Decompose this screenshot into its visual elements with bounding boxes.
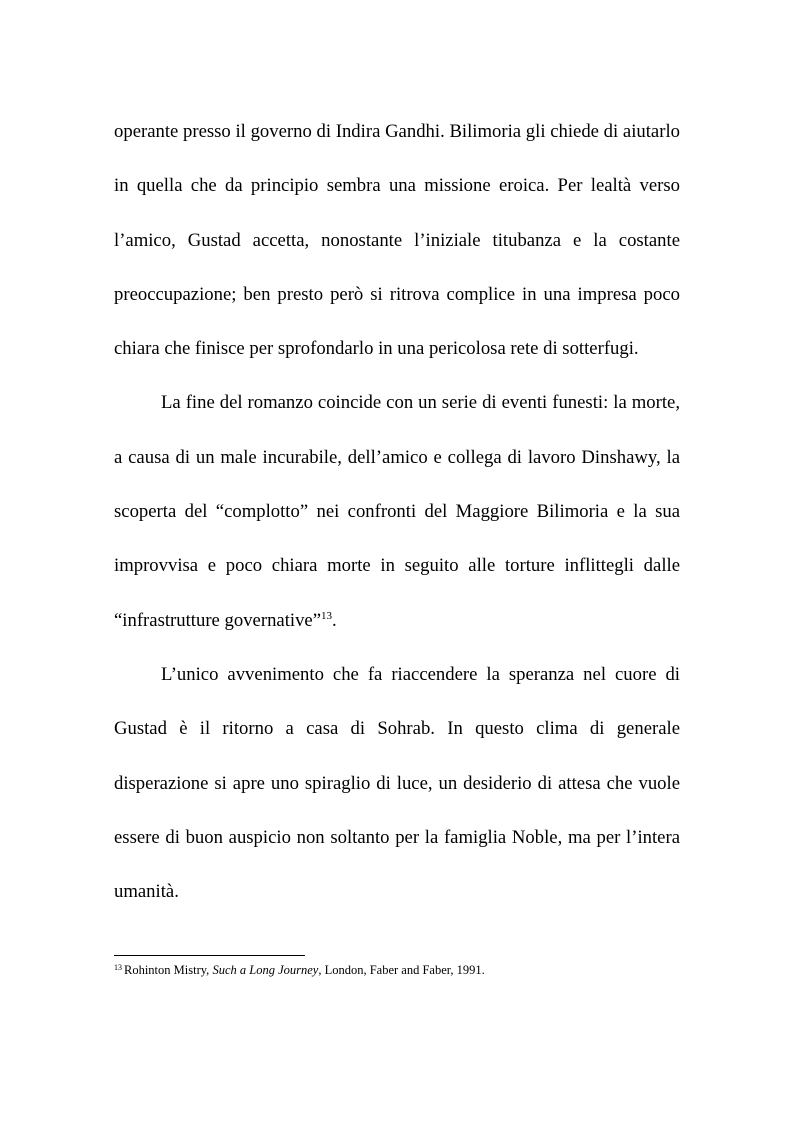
footnote xyxy=(114,961,680,979)
body-text xyxy=(114,105,680,919)
paragraph-hope: L’unico avvenimento che fa riaccendere la speranza nel cuore di Gustad è il ritorno a casa di Sohrab. In questo clima di generale disperazione si apre uno spiraglio di luce, un desiderio di attesa che vuole essere di buon auspicio non soltanto per la famiglia Noble, ma per l’intera umanità. xyxy=(114,663,680,903)
footnote-details: , London, Faber and Faber, 1991. xyxy=(318,963,485,977)
paragraph-continuation: operante presso il governo di Indira Gandhi. Bilimoria gli chiede di aiutarlo in quella che da principio sembra una missione eroica. Per lealtà verso l’amico, Gustad accetta, nonostante l’iniziale titubanza e la costante preoccupazione; ben presto però si ritrova complice in una impresa poco chiara che finisce per sprofondarlo in una pericolosa rete di sotterfugi. xyxy=(114,121,680,360)
footnote-title: Such a Long Journey xyxy=(212,963,319,977)
footnote-separator xyxy=(114,955,305,956)
footnote-reference: 13 xyxy=(321,609,333,622)
paragraph-novel-ending-text: La fine del romanzo coincide con un serie di eventi funesti: la morte, a causa di un male incurabile, dell’amico e collega di lavoro Dinshawy, la scoperta del “complotto” nei confronti del Maggiore Bilimoria e la sua improvvisa e poco chiara morte in seguito alle torture inflittegli dalle “infrastrutture governative” xyxy=(114,392,680,631)
paragraph-novel-ending-end: . xyxy=(332,609,337,631)
footnote-number: 13 xyxy=(114,962,122,972)
paragraph-novel-ending xyxy=(114,376,680,647)
footnote-author: Rohinton Mistry, xyxy=(124,963,213,977)
